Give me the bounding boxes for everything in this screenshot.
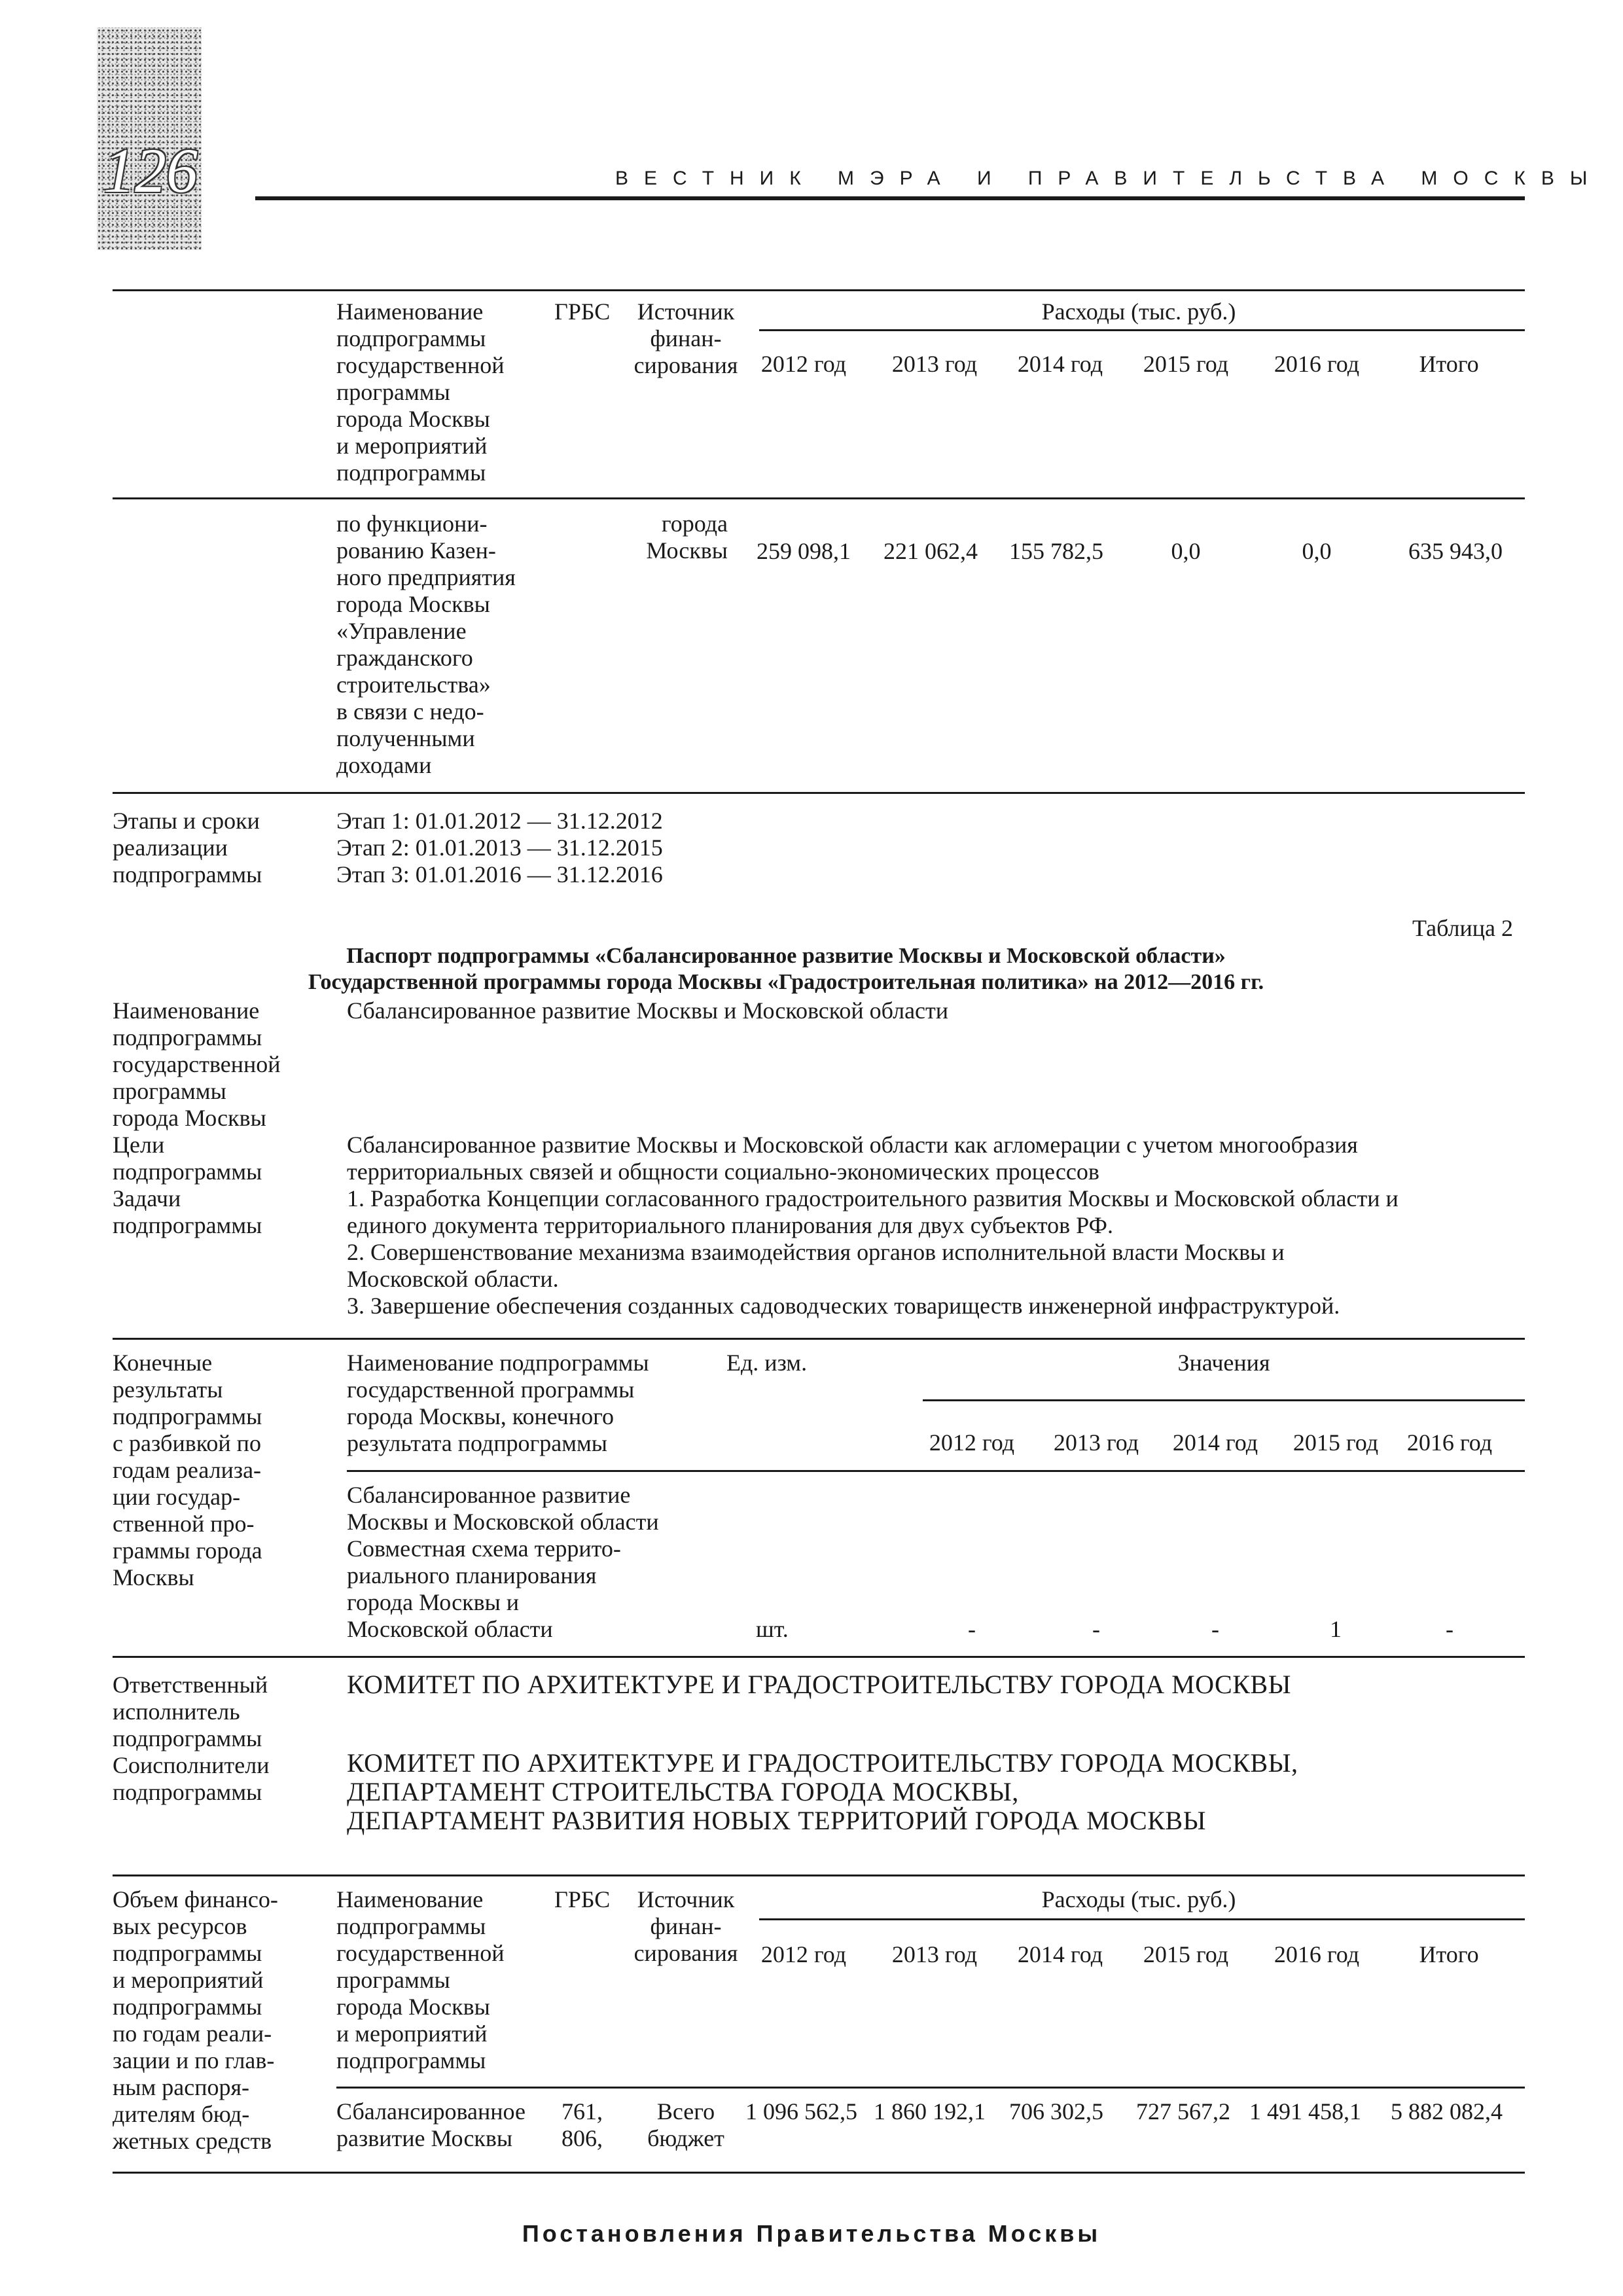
results-row-value: - [1446,1616,1454,1642]
stages-label: Этапы и сроки реализации подпрограммы [113,808,262,888]
table1-year-2013: 2013 год [891,351,978,377]
table2-rule [113,1338,1525,1340]
results-row-unit: шт. [756,1616,789,1642]
finance-row-grbs: 761, 806, [562,2098,603,2151]
finance-bottom-rule [113,2172,1525,2174]
results-row-value: - [1092,1616,1100,1642]
finance-header-grbs: ГРБС [554,1886,611,1912]
table1-year-total: Итого [1419,351,1479,377]
results-row-value: - [1211,1616,1219,1642]
goals-value: Сбалансированное развитие Москвы и Московской области как агломерации с учетом многообразия территориальных связей и общности социально-экономических процессов [347,1132,1358,1185]
table2-title-line2: Государственной программы города Москвы «Градостроительная политика» на 2012—2016 гг. [308,970,1264,994]
results-label: Конечные результаты подпрограммы с разбивкой по годам реализа- ции государ- ственной про- граммы города Москвы [113,1350,262,1590]
finance-value: 1 096 562,5 [745,2098,857,2125]
finance-year: 2013 год [891,1941,978,1967]
results-row-name: Сбалансированное развитие Москвы и Московской области Совместная схема террито- риального планирования города Москвы и Московской области [347,1482,659,1642]
stage-item: Этап 1: 01.01.2012 — 31.12.2012 [336,808,663,834]
results-col-values: Значения [1177,1350,1270,1376]
table1-value: 635 943,0 [1408,538,1503,564]
table1-year-2014: 2014 год [1017,351,1103,377]
table1-bottom-rule [113,792,1525,794]
results-values-rule [923,1399,1525,1401]
finance-header-name: Наименование подпрограммы государственной программы города Москвы и мероприятий подпрограммы [336,1886,505,2073]
table1-header-name: Наименование подпрограммы государственной программы города Москвы и мероприятий подпрограммы [336,298,505,486]
name-value: Сбалансированное развитие Москвы и Московской области [347,997,949,1024]
executor-label: Ответственный исполнитель подпрограммы [113,1672,268,1751]
table1-value: 0,0 [1302,538,1332,564]
co-executors-value: КОМИТЕТ ПО АРХИТЕКТУРЕ И ГРАДОСТРОИТЕЛЬСТВУ ГОРОДА МОСКВЫ, ДЕПАРТАМЕНТ СТРОИТЕЛЬСТВА ГОРОДА МОСКВЫ, ДЕПАРТАМЕНТ РАЗВИТИЯ НОВЫХ ТЕРРИТОРИЙ ГОРОДА МОСКВЫ [347,1748,1298,1835]
table1-year-2016: 2016 год [1274,351,1360,377]
tasks-value: 1. Разработка Концепции согласованного градостроительного развития Москвы и Московской области и единого документа территориального планирования для двух субъектов РФ. 2. Совершенствование механизма взаимодействия органов исполнительной власти Москвы и Московской области. 3. Завершение обеспечения созданных садоводческих товариществ инженерной инфраструктурой. [347,1185,1399,1319]
results-header-rule [347,1470,1525,1472]
running-title: ВЕСТНИК МЭРА И ПРАВИТЕЛЬСТВА МОСКВЫ [615,168,1603,189]
results-row-value: - [968,1616,976,1642]
finance-value: 727 567,2 [1136,2098,1230,2125]
table1-value: 259 098,1 [757,538,851,564]
table1-header-expenses: Расходы (тыс. руб.) [1041,298,1236,325]
table1-top-rule [113,289,1525,291]
table1-value: 155 782,5 [1009,538,1103,564]
finance-year: Итого [1419,1941,1479,1967]
results-year: 2015 год [1293,1429,1379,1456]
stage-item: Этап 3: 01.01.2016 — 31.12.2016 [336,861,663,888]
finance-year: 2014 год [1017,1941,1103,1967]
finance-row-source: Всего бюджет [647,2098,724,2151]
finance-year: 2012 год [760,1941,847,1967]
finance-top-rule [113,1874,1525,1876]
finance-row-name: Сбалансированное развитие Москвы [336,2098,526,2151]
page-number: 126 [103,135,198,206]
results-col-name: Наименование подпрограммы государственной программы города Москвы, конечного результата подпрограммы [347,1350,649,1456]
finance-header-expenses: Расходы (тыс. руб.) [1041,1886,1236,1912]
stage-item: Этап 2: 01.01.2013 — 31.12.2015 [336,834,663,861]
table1-header-rule [113,497,1525,499]
executor-value: КОМИТЕТ ПО АРХИТЕКТУРЕ И ГРАДОСТРОИТЕЛЬСТВУ ГОРОДА МОСКВЫ [347,1670,1291,1699]
results-year: 2013 год [1053,1429,1139,1456]
name-label: Наименование подпрограммы государственной программы города Москвы [113,997,281,1131]
finance-year: 2015 год [1143,1941,1229,1967]
finance-label: Объем финансо- вых ресурсов подпрограммы и мероприятий подпрограммы по годам реали- зации и по глав- ным распоря- дителям бюд- жетных средств [113,1886,278,2154]
table1-value: 0,0 [1171,538,1201,564]
results-col-unit: Ед. изм. [726,1350,808,1376]
table1-header-source: Источник финан- сирования [633,298,738,378]
results-year: 2014 год [1172,1429,1258,1456]
finance-value: 1 491 458,1 [1249,2098,1361,2125]
results-bottom-rule [113,1656,1525,1658]
finance-header-source: Источник финан- сирования [633,1886,738,1966]
finance-header-rule [336,2087,1525,2089]
table1-value: 221 062,4 [883,538,978,564]
results-row-value: 1 [1330,1616,1342,1642]
footer-title: Постановления Правительства Москвы [522,2220,1101,2247]
results-year: 2012 год [929,1429,1015,1456]
table1-row-source: города Москвы [646,511,728,564]
finance-value: 1 860 192,1 [874,2098,986,2125]
header-rule [255,196,1525,200]
goals-label: Цели подпрограммы [113,1132,262,1185]
table2-label: Таблица 2 [1412,915,1513,941]
finance-value: 5 882 082,4 [1391,2098,1503,2125]
table2-title-line1: Паспорт подпрограммы «Сбалансированное развитие Москвы и Московской области» [346,944,1226,968]
finance-value: 706 302,5 [1009,2098,1103,2125]
co-executors-label: Соисполнители подпрограммы [113,1752,270,1805]
table1-header-grbs: ГРБС [554,298,611,325]
table1-year-2012: 2012 год [760,351,847,377]
table1-row-name: по функциони- рованию Казен- ного предприятия города Москвы «Управление гражданского строительства» в связи с недо- полученными доходами [336,511,516,778]
table1-year-2015: 2015 год [1143,351,1229,377]
results-year: 2016 год [1406,1429,1493,1456]
table1-expenses-rule [759,329,1525,331]
finance-expenses-rule [759,1918,1525,1920]
finance-year: 2016 год [1274,1941,1360,1967]
tasks-label: Задачи подпрограммы [113,1185,262,1238]
